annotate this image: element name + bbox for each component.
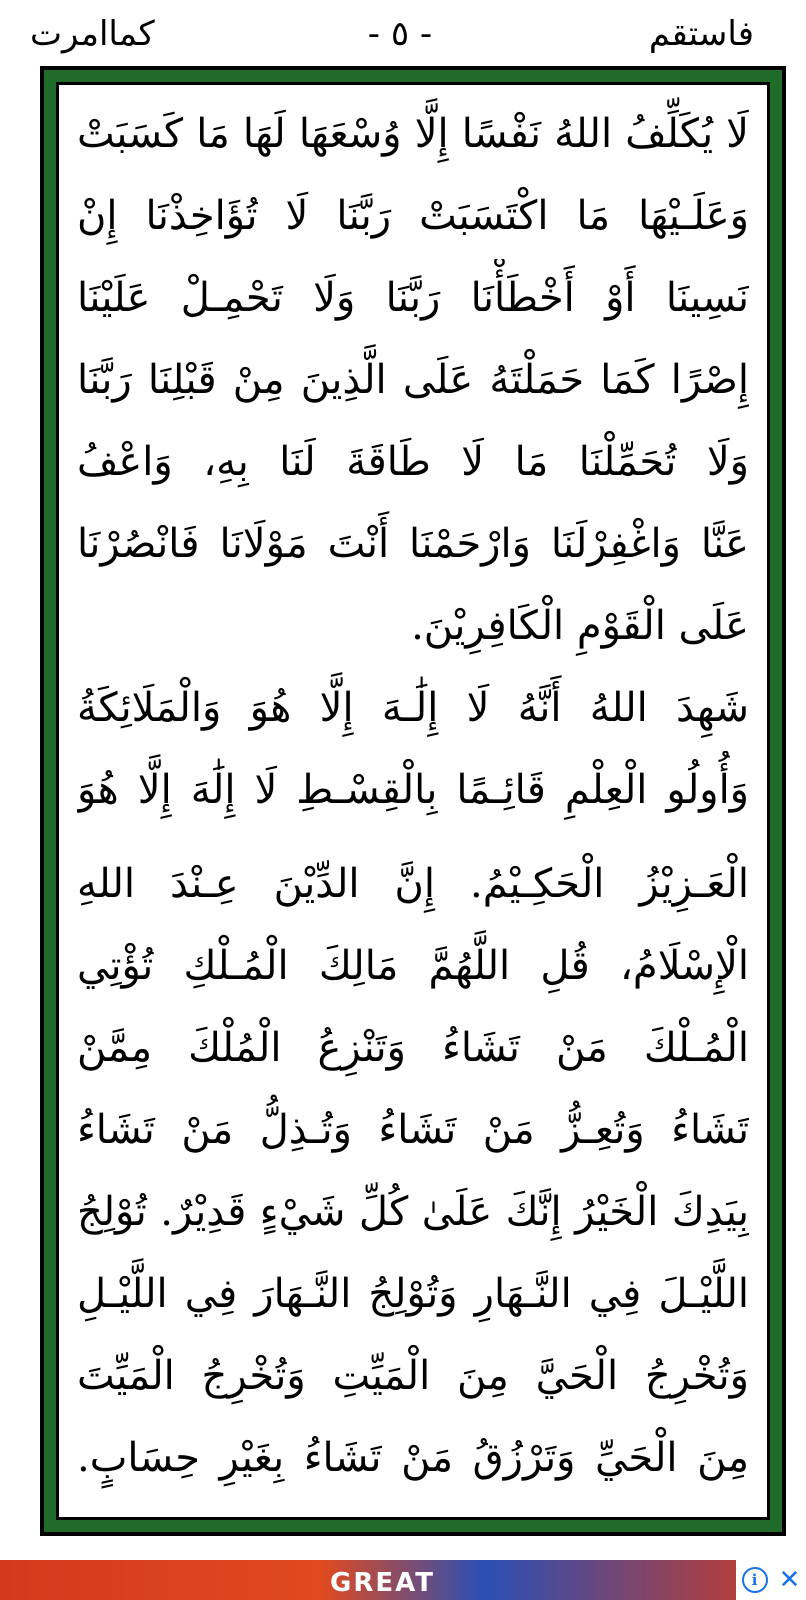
page-frame-border xyxy=(44,70,782,1532)
verse-line: اللَّيْـلَ فِي النَّـهَارِ وَتُوْلِجُ النَّـهَارَ فِي اللَّيْـلِ xyxy=(77,1271,749,1317)
header-right-title: فاستقم xyxy=(648,14,754,54)
verse-line: إِصْرًا كَمَا حَمَلْتَهُ عَلَى الَّذِينَ مِنْ قَبْلِنَا رَبَّنَا xyxy=(77,357,749,403)
ad-banner[interactable] xyxy=(0,1560,806,1600)
verse-line: عَلَى الْقَوْمِ الْكَافِرِيْنَ. xyxy=(411,603,749,649)
ad-text: GREAT xyxy=(330,1568,435,1598)
verse-line: وَأُولُو الْعِلْمِ قَائِـمًا بِالْقِسْـطِ لَا إِلَٰهَ إِلَّا هُوَ xyxy=(77,767,749,813)
page-header xyxy=(0,0,806,66)
header-left-title: كماامرت xyxy=(30,14,155,54)
ad-controls xyxy=(736,1560,806,1600)
verse-line: وَلَا تُحَمِّلْنَا مَا لَا طَاقَةَ لَنَا بِهِ، وَاعْفُ xyxy=(77,439,749,485)
page-frame xyxy=(40,66,786,1536)
verse-line: وَتُخْرِجُ الْحَيَّ مِنَ الْمَيِّتِ وَتُخْرِجُ الْمَيِّتَ xyxy=(77,1353,749,1399)
text-panel xyxy=(56,82,770,1520)
verse-line: الْإِسْلَامُ، قُلِ اللَّهُمَّ مَالِكَ الْمُـلْكِ تُؤْتِي xyxy=(77,943,749,989)
page-number: - ٥ - xyxy=(367,14,433,54)
verse-line: الْمُـلْكَ مَنْ تَشَاءُ وَتَنْزِعُ الْمُلْكَ مِمَّنْ xyxy=(77,1025,749,1071)
verse-line: عَنَّا وَاغْفِرْلَنَا وَارْحَمْنَا أَنْتَ مَوْلَانَا فَانْصُرْنَا xyxy=(77,521,749,567)
verse-line: نَسِينَا أَوْ أَخْطَأْنَا رَبَّنَا وَلَا تَحْمِـلْ عَلَيْنَا xyxy=(77,275,749,321)
verse-line: وَعَلَـيْهَا مَا اكْتَسَبَتْ رَبَّنَا لَا تُؤَاخِذْنَا إِنْ xyxy=(77,193,749,239)
verse-line: مِنَ الْحَيِّ وَتَرْزُقُ مَنْ تَشَاءُ بِغَيْرِ حِسَابٍ. xyxy=(77,1435,749,1481)
close-icon[interactable]: ✕ xyxy=(778,1565,801,1595)
info-icon[interactable]: i xyxy=(742,1567,768,1593)
verse-line: لَا يُكَلِّفُ اللهُ نَفْسًا إِلَّا وُسْعَهَا لَهَا مَا كَسَبَتْ xyxy=(77,111,749,157)
verse-line: بِيَدِكَ الْخَيْرُ إِنَّكَ عَلَىٰ كُلِّ شَيْءٍ قَدِيْرٌ. تُوْلِجُ xyxy=(77,1189,749,1235)
verse-line: الْعَـزِيْزُ الْحَكِـيْمُ. إِنَّ الدِّيْنَ عِـنْدَ اللهِ xyxy=(77,861,749,907)
verse-line: تَشَاءُ وَتُعِـزُّ مَنْ تَشَاءُ وَتُـذِلُّ مَنْ تَشَاءُ xyxy=(77,1107,749,1153)
verse-line: شَهِدَ اللهُ أَنَّهُ لَا إِلَٰـهَ إِلَّا هُوَ وَالْمَلَائِكَةُ xyxy=(77,685,749,731)
